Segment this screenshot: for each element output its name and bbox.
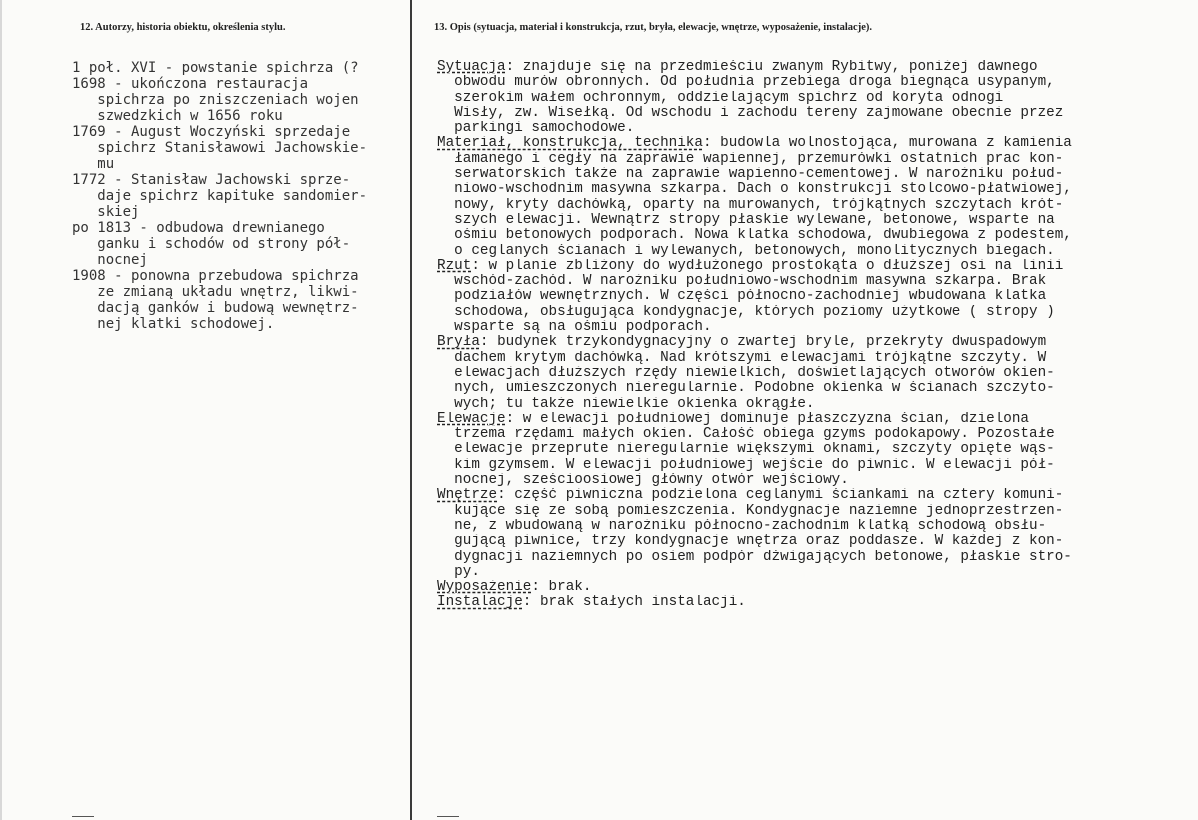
description-text: serwatorskich także na zaprawie wapienno-cementowej. W narożniku połud- (437, 167, 1064, 183)
section-13-header: 13. Opis (sytuacja, materiał i konstrukcja, rzut, bryła, elewacje, wnętrze, wyposażenie, instalacje). (434, 22, 873, 33)
description-text: gującą piwnice, trzy kondygnacje wnętrza oraz poddasze. W każdej z kon- (437, 534, 1064, 550)
description-line (437, 534, 1182, 549)
description-line (437, 289, 1182, 304)
history-line: 1908 - ponowna przebudowa spichrza (72, 268, 359, 284)
description-text: parkingi samochodowe. (437, 121, 635, 137)
description-text: : w planie zbliżony do wydłużonego prostokąta o dłuższej osi na linii (471, 258, 1064, 274)
description-line (437, 198, 1182, 213)
description-line (437, 565, 1182, 580)
description-line (437, 274, 1182, 289)
description-text: podziałów wewnętrznych. W części północno-zachodniej wbudowana klatka (437, 289, 1047, 305)
description-text: : część piwniczna podzielona ceglanymi ściankami na cztery komuni- (497, 488, 1064, 504)
description-text: : budowla wolnostojąca, murowana z kamienia (702, 136, 1072, 152)
description-line (437, 550, 1182, 565)
description-line (437, 106, 1182, 121)
description-text: ośmiu betonowych podporach. Nowa klatka schodowa, dwubiegowa z podestem, (437, 228, 1072, 244)
description-line (437, 213, 1182, 228)
description-text: wych; tu także niewielkie okienka okrągłe. (437, 396, 815, 412)
section-label: Rzut (437, 258, 472, 274)
description-text: dachem krytym dachówką. Nad krótszymi elewacjami trójkątne szczyty. W (437, 350, 1047, 366)
description-text: wschód-zachód. W narożniku południowo-wschodnim masywna szkarpa. Brak (437, 274, 1047, 290)
description-text: wsparte są na ośmiu podporach. (437, 320, 712, 336)
description-text: szych elewacji. Wewnątrz stropy płaskie wylewane, betonowe, wsparte na (437, 212, 1055, 228)
history-line: dacją ganków i budową wewnętrz- (72, 300, 359, 316)
description-line (437, 244, 1182, 259)
history-line: 1 poł. XVI - powstanie spichrza (? (72, 60, 359, 76)
description-line (437, 412, 1182, 427)
description-text: trzema rzędami małych okien. Całość obiega gzyms podokapowy. Pozostałe (437, 427, 1055, 443)
description-text: o ceglanych ścianach i wylewanych, betonowych, monolitycznych biegach. (437, 243, 1055, 259)
section-label: Wyposażenie (437, 580, 532, 596)
history-line: nocnej (72, 252, 148, 268)
history-line: ze zmianą układu wnętrz, likwi- (72, 284, 359, 300)
history-line: daje spichrz kapituke sandomier- (72, 188, 368, 204)
history-line: nej klatki schodowej. (72, 316, 275, 332)
description-text: nowy, kryty dachówką, oparty na murowanych, trójkątnych szczytach krót- (437, 197, 1064, 213)
description-text: niowo-wschodnim masywna szkarpa. Dach o konstrukcji stolcowo-płatwiowej, (437, 182, 1072, 198)
history-line: skiej (72, 204, 140, 220)
description-line (437, 442, 1182, 457)
description-text: : brak stałych instalacji. (522, 595, 746, 611)
description-line (437, 488, 1182, 503)
description-text: nocnej, sześcioosiowej główny otwór wejściowy. (437, 473, 849, 489)
description-text: ne, z wbudowaną w narożniku północno-zachodnim klatką schodową obsłu- (437, 518, 1047, 534)
description-text: elewacjach dłuższych rzędy niewielkich, doświetlających otworów okien- (437, 365, 1055, 381)
history-column (72, 60, 412, 332)
description-line (437, 167, 1182, 182)
description-text: kim gzymsem. W elewacji południowej wejście do piwnic. W elewacji pół- (437, 457, 1055, 473)
description-text: : budynek trzykondygnacyjny o zwartej bryle, przekryty dwuspadowym (479, 335, 1047, 351)
description-text: nych, umieszczonych nieregularnie. Podobne okienka w ścianach szczyto- (437, 381, 1055, 397)
description-line (437, 152, 1182, 167)
description-line (437, 366, 1182, 381)
description-line (437, 519, 1182, 534)
history-line: spichrza po zniszczeniach wojen (72, 92, 359, 108)
description-line (437, 75, 1182, 90)
description-line (437, 305, 1182, 320)
description-line (437, 335, 1182, 350)
description-text: : znajduje się na przedmieściu zwanym Rybitwy, poniżej dawnego (505, 60, 1038, 75)
history-line: szwedzkich w 1656 roku (72, 108, 283, 124)
history-line: mu (72, 156, 115, 172)
description-line (437, 595, 1182, 610)
section-12-header: 12. Autorzy, historia obiektu, określenia stylu. (80, 22, 286, 33)
description-line (437, 136, 1182, 151)
history-line: ganku i schodów od strony pół- (72, 236, 351, 252)
description-line (437, 121, 1182, 136)
history-line: 1772 - Stanisław Jachowski sprze- (72, 172, 351, 188)
description-text: py. (437, 564, 480, 580)
description-text: schodowa, obsługująca kondygnacje, których poziomy użytkowe ( stropy ) (437, 304, 1055, 320)
section-label: Sytuacja (437, 60, 506, 75)
description-line (437, 259, 1182, 274)
description-text: szerokim wałem ochronnym, oddzielającym spichrz od koryta odnogi (437, 90, 1004, 106)
description-line (437, 320, 1182, 335)
description-text: Wisły, zw. Wisełką. Od wschodu i zachodu tereny zajmowane obecnie przez (437, 105, 1064, 121)
description-line (437, 182, 1182, 197)
description-text: kujące się ze sobą pomieszczenia. Kondygnacje naziemne jednoprzestrzen- (437, 503, 1064, 519)
description-line (437, 427, 1182, 442)
description-text: obwodu murów obronnych. Od południa przebiega droga biegnąca usypanym, (437, 75, 1055, 91)
description-line (437, 351, 1182, 366)
section-label: Bryła (437, 335, 480, 351)
description-text: : brak. (531, 580, 592, 596)
history-line: 1698 - ukończona restauracja (72, 76, 309, 92)
description-line (437, 458, 1182, 473)
history-line: spichrz Stanisławowi Jachowskie- (72, 140, 368, 156)
footer-mark (72, 816, 94, 817)
section-label: Materiał, konstrukcja, technika (437, 136, 703, 152)
description-text: elewacje przeprute nieregularnie większymi oknami, szczyty opięte wąs- (437, 442, 1055, 458)
section-label: Elewacje (437, 411, 506, 427)
footer-mark (437, 816, 459, 817)
description-line (437, 228, 1182, 243)
history-line: po 1813 - odbudowa drewnianego (72, 220, 325, 236)
description-text: dygnacji naziemnych po osiem podpór dźwigających betonowe, płaskie stro- (437, 549, 1072, 565)
history-line: 1769 - August Woczyński sprzedaje (72, 124, 351, 140)
page-edge (0, 0, 2, 820)
section-label: Wnętrze (437, 488, 498, 504)
description-column (437, 60, 1182, 611)
description-line (437, 504, 1182, 519)
description-line (437, 397, 1182, 412)
description-line (437, 381, 1182, 396)
description-text: łamanego i cegły na zaprawie wapiennej, przemurówki ostatnich prac kon- (437, 151, 1064, 167)
description-line (437, 60, 1182, 75)
section-label: Instalacje (437, 595, 523, 611)
description-line (437, 580, 1182, 595)
description-line (437, 91, 1182, 106)
description-text: : w elewacji południowej dominuje płaszczyzna ścian, dzielona (505, 411, 1029, 427)
description-line (437, 473, 1182, 488)
